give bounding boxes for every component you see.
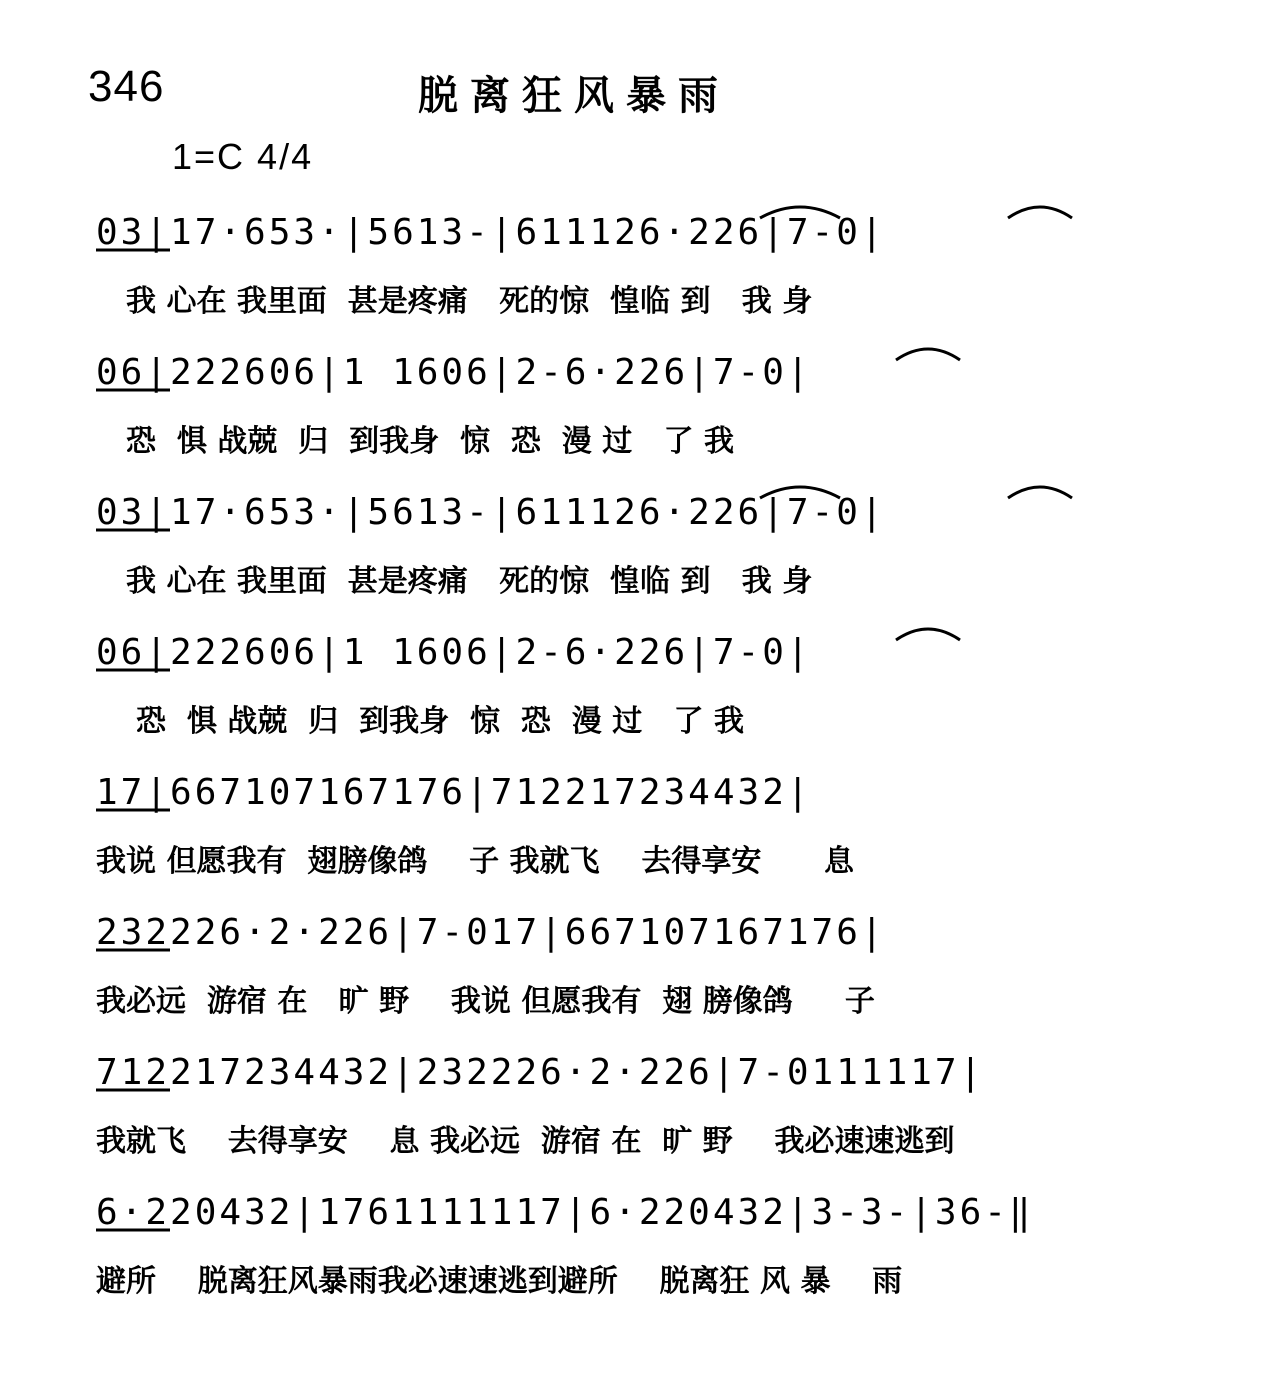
lyric-line-8: 避所 脱离狂风暴雨我必速速逃到避所 脱离狂 风 暴 雨 — [96, 1264, 903, 1299]
tie-arc — [896, 629, 960, 640]
song-title: 脱离狂风暴雨 — [418, 73, 730, 119]
lyric-line-5: 我说 但愿我有 翅膀像鸽 子 我就飞 去得享安 息 — [96, 844, 854, 879]
notation-line-5: 17|667107167176|712217234432| — [96, 772, 812, 813]
lyric-line-2: 恐 惧 战兢 归 到我身 惊 恐 漫 过 了 我 — [126, 424, 734, 459]
tie-arc — [1008, 487, 1072, 498]
lyric-line-1: 我 心在 我里面 甚是疼痛 死的惊 惶临 到 我 身 — [126, 284, 813, 319]
notation-line-3: 03|17·653·|5613-|611126·226|7-0| — [96, 492, 886, 533]
notation-line-4: 06|222606|1 1606|2-6·226|7-0| — [96, 632, 812, 673]
notation-line-6: 232226·2·226|7-017|667107167176| — [96, 912, 886, 953]
notation-line-8: 6·220432|1761111117|6·220432|3-3-|36-‖ — [96, 1192, 1034, 1233]
tie-arc — [896, 349, 960, 360]
lyric-line-6: 我必远 游宿 在 旷 野 我说 但愿我有 翅 膀像鸽 子 — [96, 984, 875, 1019]
notation-line-1: 03|17·653·|5613-|611126·226|7-0| — [96, 212, 886, 253]
notation-line-7: 712217234432|232226·2·226|7-0111117| — [96, 1052, 985, 1093]
lyric-line-3: 我 心在 我里面 甚是疼痛 死的惊 惶临 到 我 身 — [126, 564, 813, 599]
tie-arc — [1008, 207, 1072, 218]
page-number: 346 — [88, 62, 165, 111]
lyric-line-4: 恐 惧 战兢 归 到我身 惊 恐 漫 过 了 我 — [136, 704, 744, 739]
notation-line-2: 06|222606|1 1606|2-6·226|7-0| — [96, 352, 812, 393]
key-signature: 1=C 4/4 — [172, 136, 314, 177]
lyric-line-7: 我就飞 去得享安 息 我必远 游宿 在 旷 野 我必速速逃到 — [96, 1124, 955, 1159]
